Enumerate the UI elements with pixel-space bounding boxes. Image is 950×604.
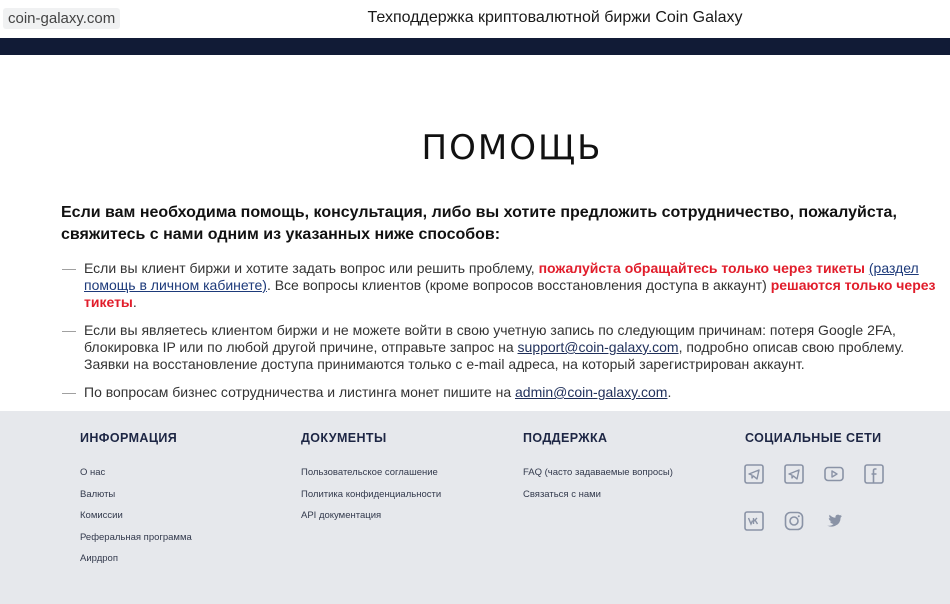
item-text: , подробно описав свою проблему. Заявки на восстановление доступа принимаются только с e-mail адреса, на который зарегистрирован аккаунт.	[84, 339, 905, 372]
vk-icon[interactable]	[744, 511, 764, 531]
footer-link-fees[interactable]: Комиссии	[80, 510, 123, 521]
footer-link-about[interactable]: О нас	[80, 467, 106, 478]
instagram-icon[interactable]	[784, 511, 804, 531]
list-item-recovery	[62, 322, 950, 373]
youtube-icon[interactable]	[824, 464, 844, 484]
twitter-icon[interactable]	[824, 511, 844, 531]
intro-text: Если вам необходима помощь, консультация, либо вы хотите предложить сотрудничество, пожалуйста, свяжитесь с нами одним из указанных ниже способов:	[61, 204, 897, 243]
page-title: ПОМОЩЬ	[421, 128, 603, 168]
footer-column-info	[80, 431, 192, 575]
footer-heading-support: ПОДДЕРЖКА	[523, 431, 608, 445]
item-text: .	[132, 294, 137, 310]
browser-tab-bar	[0, 0, 950, 38]
facebook-icon[interactable]	[864, 464, 884, 484]
footer-column-docs	[301, 431, 441, 532]
highlight-text: пожалуйста обращайтесь только через тикеты	[538, 260, 865, 276]
telegram-icon[interactable]	[784, 464, 804, 484]
highlight-text: решаются только через тикеты	[84, 277, 936, 310]
page-tab-title: Техподдержка криптовалютной биржи Coin Galaxy	[367, 9, 743, 26]
footer-link-contact[interactable]: Связаться с нами	[523, 488, 601, 500]
item-text: Если вы клиент биржи и хотите задать вопрос или решить проблему,	[84, 260, 539, 276]
footer-heading-info: ИНФОРМАЦИЯ	[80, 431, 178, 445]
main-content	[0, 55, 950, 411]
item-text: . Все вопросы клиентов (кроме вопросов восстановления доступа в аккаунт)	[266, 277, 771, 293]
site-header-bar	[0, 38, 950, 55]
footer-link-privacy[interactable]: Политика конфиденциальности	[301, 488, 442, 500]
footer-link-airdrop[interactable]: Аирдроп	[80, 553, 118, 564]
footer-link-currencies[interactable]: Валюты	[80, 488, 116, 500]
list-item-business	[62, 384, 950, 401]
help-section-link[interactable]: (раздел помощь в личном кабинете)	[84, 260, 919, 293]
admin-email-link[interactable]: admin@coin-galaxy.com	[515, 384, 668, 400]
footer-heading-social: СОЦИАЛЬНЫЕ СЕТИ	[745, 431, 882, 445]
footer-link-referral[interactable]: Реферальная программа	[80, 531, 192, 543]
telegram-icon[interactable]	[744, 464, 764, 484]
site-footer	[0, 411, 950, 604]
item-text: .	[667, 384, 672, 400]
dash-bullet: —	[62, 260, 76, 276]
footer-link-terms[interactable]: Пользовательское соглашение	[301, 467, 438, 478]
footer-link-faq[interactable]: FAQ (часто задаваемые вопросы)	[523, 467, 673, 478]
footer-column-support	[523, 431, 673, 510]
footer-column-social	[745, 431, 882, 467]
item-text: Если вы являетесь клиентом биржи и не можете войти в свою учетную запись по следующим причинам: потеря Google 2FA, блокировка IP или по любой другой причине, отправьте запрос на	[84, 322, 896, 355]
footer-link-api[interactable]: API документация	[301, 510, 382, 521]
dash-bullet: —	[62, 384, 76, 400]
footer-heading-docs: ДОКУМЕНТЫ	[301, 431, 387, 445]
help-options-list	[62, 260, 950, 412]
item-text: По вопросам бизнес сотрудничества и листинга монет пишите на	[84, 384, 515, 400]
list-item-tickets	[62, 260, 950, 311]
dash-bullet: —	[62, 322, 76, 338]
support-email-link[interactable]: support@coin-galaxy.com	[517, 339, 679, 355]
browser-domain[interactable]: coin-galaxy.com	[3, 8, 120, 29]
